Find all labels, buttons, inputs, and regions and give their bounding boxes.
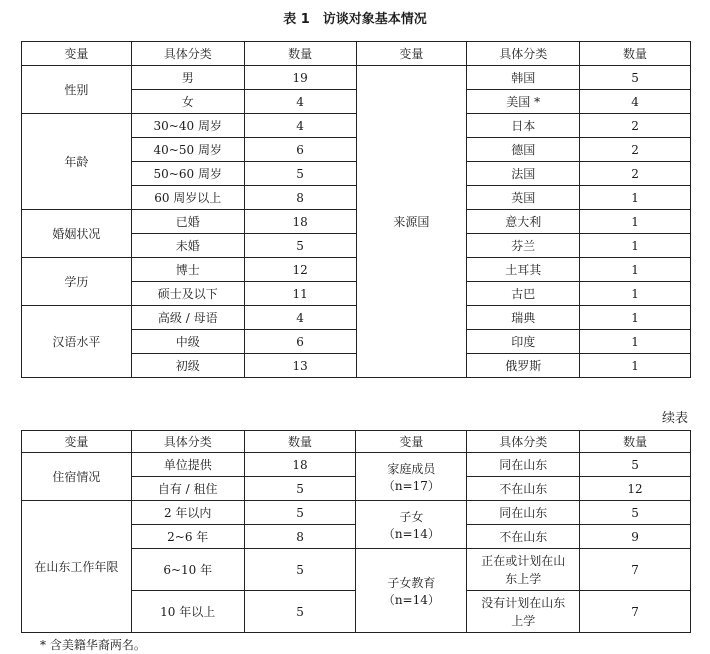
variable-cell: 来源国 [356, 66, 467, 378]
category-cell: 50~60 周岁 [131, 162, 244, 186]
header-count: 数量 [244, 42, 356, 66]
variable-cell: 年龄 [22, 114, 132, 210]
category-cell: 不在山东 [467, 477, 580, 501]
count-cell: 1 [580, 258, 691, 282]
count-cell: 13 [244, 354, 356, 378]
category-cell: 30~40 周岁 [131, 114, 244, 138]
country-cell: 德国 [467, 138, 580, 162]
variable-cell: 学历 [22, 258, 132, 306]
country-cell: 韩国 [467, 66, 580, 90]
count-cell: 5 [244, 162, 356, 186]
variable-cell [356, 549, 467, 633]
category-cell: 已婚 [131, 210, 244, 234]
table-row [22, 453, 691, 477]
header-variable: 变量 [356, 431, 467, 453]
country-cell: 印度 [467, 330, 580, 354]
category-cell: 不在山东 [467, 525, 580, 549]
category-cell: 2~6 年 [131, 525, 244, 549]
count-cell: 1 [580, 186, 691, 210]
country-cell: 法国 [467, 162, 580, 186]
category-cell: 10 年以上 [131, 591, 244, 633]
count-cell: 4 [244, 114, 356, 138]
category-cell: 6~10 年 [131, 549, 244, 591]
count-cell: 5 [244, 591, 356, 633]
count-cell: 2 [580, 162, 691, 186]
category-cell: 没有计划在山东上学 [467, 591, 580, 633]
variable-cell: 汉语水平 [22, 306, 132, 378]
country-cell: 芬兰 [467, 234, 580, 258]
count-cell: 5 [580, 501, 691, 525]
table-row [22, 66, 691, 90]
footnote: * 含美籍华裔两名。 [40, 638, 146, 652]
count-cell: 19 [244, 66, 356, 90]
count-cell: 8 [244, 186, 356, 210]
count-cell: 1 [580, 354, 691, 378]
header-row [22, 431, 691, 453]
count-cell: 18 [244, 453, 356, 477]
count-cell: 1 [580, 210, 691, 234]
count-cell: 5 [244, 234, 356, 258]
table-row [22, 501, 691, 525]
header-variable: 变量 [22, 42, 132, 66]
count-cell: 5 [580, 453, 691, 477]
country-cell: 英国 [467, 186, 580, 210]
country-cell: 土耳其 [467, 258, 580, 282]
header-count: 数量 [244, 431, 356, 453]
count-cell: 4 [580, 90, 691, 114]
category-cell: 正在或计划在山东上学 [467, 549, 580, 591]
count-cell: 2 [580, 114, 691, 138]
header-category: 具体分类 [131, 431, 244, 453]
category-cell: 同在山东 [467, 501, 580, 525]
count-cell: 1 [580, 282, 691, 306]
table-title: 表 1 访谈对象基本情况 [283, 12, 427, 27]
variable-cell: 性别 [22, 66, 132, 114]
count-cell: 5 [244, 477, 356, 501]
country-cell: 瑞典 [467, 306, 580, 330]
category-cell: 未婚 [131, 234, 244, 258]
count-cell: 12 [244, 258, 356, 282]
category-cell: 2 年以内 [131, 501, 244, 525]
category-cell: 硕士及以下 [131, 282, 244, 306]
header-category: 具体分类 [467, 42, 580, 66]
count-cell: 4 [244, 306, 356, 330]
category-cell: 40~50 周岁 [131, 138, 244, 162]
country-cell: 古巴 [467, 282, 580, 306]
header-variable: 变量 [22, 431, 132, 453]
variable-cell [356, 501, 467, 549]
count-cell: 1 [580, 234, 691, 258]
category-cell: 单位提供 [131, 453, 244, 477]
count-cell: 8 [244, 525, 356, 549]
variable-name: 子女教育 [387, 575, 436, 590]
variable-sample-size: （n=14） [382, 526, 440, 541]
header-row [22, 42, 691, 66]
header-count: 数量 [580, 42, 691, 66]
count-cell: 7 [580, 549, 691, 591]
country-cell: 意大利 [467, 210, 580, 234]
category-cell: 女 [131, 90, 244, 114]
category-cell: 博士 [131, 258, 244, 282]
category-cell: 初级 [131, 354, 244, 378]
variable-name: 子女 [399, 509, 424, 524]
continued-label: 续表 [661, 411, 688, 426]
variable-cell: 住宿情况 [22, 453, 132, 501]
country-cell: 美国 * [467, 90, 580, 114]
variable-cell: 婚姻状况 [22, 210, 132, 258]
header-category: 具体分类 [467, 431, 580, 453]
header-variable: 变量 [356, 42, 467, 66]
country-cell: 日本 [467, 114, 580, 138]
variable-sample-size: （n=17） [382, 478, 440, 493]
count-cell: 5 [244, 501, 356, 525]
count-cell: 7 [580, 591, 691, 633]
count-cell: 18 [244, 210, 356, 234]
variable-cell [356, 453, 467, 501]
interviewee-table [21, 41, 691, 378]
header-count: 数量 [580, 431, 691, 453]
category-cell: 男 [131, 66, 244, 90]
category-cell: 60 周岁以上 [131, 186, 244, 210]
variable-cell: 在山东工作年限 [22, 501, 132, 633]
category-cell: 中级 [131, 330, 244, 354]
category-cell: 自有 / 租住 [131, 477, 244, 501]
header-category: 具体分类 [131, 42, 244, 66]
country-cell: 俄罗斯 [467, 354, 580, 378]
count-cell: 6 [244, 138, 356, 162]
variable-sample-size: （n=14） [382, 592, 440, 607]
interviewee-table-continued [21, 430, 691, 633]
category-cell: 高级 / 母语 [131, 306, 244, 330]
count-cell: 2 [580, 138, 691, 162]
count-cell: 5 [580, 66, 691, 90]
count-cell: 11 [244, 282, 356, 306]
variable-name: 家庭成员 [387, 461, 436, 476]
category-cell: 同在山东 [467, 453, 580, 477]
count-cell: 4 [244, 90, 356, 114]
count-cell: 1 [580, 306, 691, 330]
count-cell: 9 [580, 525, 691, 549]
count-cell: 12 [580, 477, 691, 501]
count-cell: 6 [244, 330, 356, 354]
count-cell: 1 [580, 330, 691, 354]
count-cell: 5 [244, 549, 356, 591]
